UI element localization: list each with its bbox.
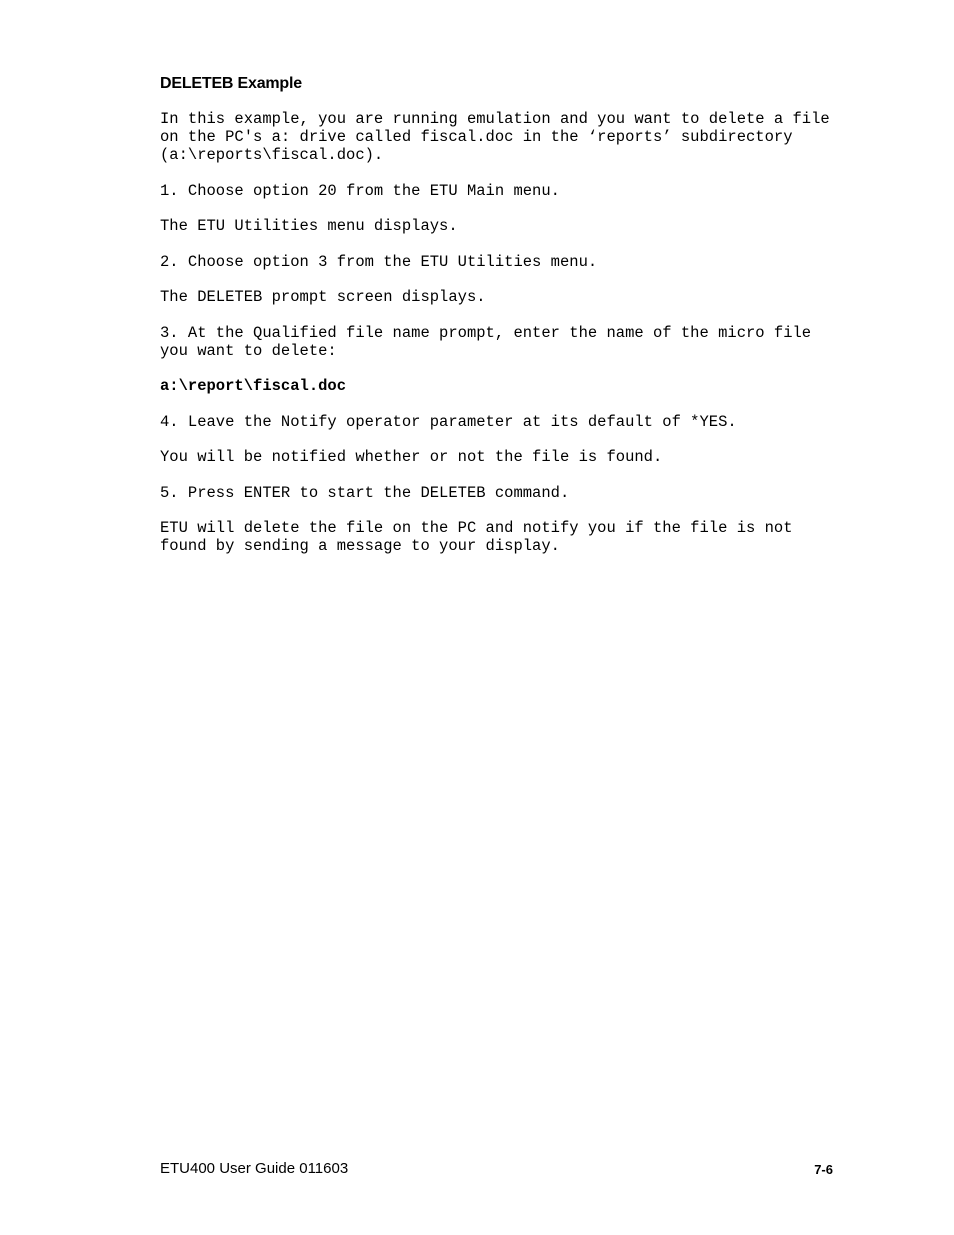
result-1: The ETU Utilities menu displays. (160, 217, 458, 235)
file-name-example: a:\report\fiscal.doc (160, 377, 347, 395)
closing-line-1: ETU will delete the file on the PC and notify you if the file is not (160, 519, 793, 537)
section-heading: DELETEB Example (160, 75, 302, 92)
result-2: The DELETEB prompt screen displays. (160, 288, 486, 306)
intro-line-2: on the PC's a: drive called fiscal.doc in the ‘reports’ subdirectory (160, 128, 793, 146)
intro-line-1: In this example, you are running emulation and you want to delete a file (160, 110, 830, 128)
closing-line-2: found by sending a message to your display. (160, 537, 560, 555)
step-3-line-1: 3. At the Qualified file name prompt, enter the name of the micro file (160, 323, 812, 342)
step-5: 5. Press ENTER to start the DELETEB command. (160, 483, 570, 502)
step-3 (160, 324, 850, 360)
step-4: 4. Leave the Notify operator parameter at its default of *YES. (160, 412, 737, 431)
step-2: 2. Choose option 3 from the ETU Utilities menu. (160, 252, 598, 271)
footer-page-number: 7-6 (814, 1162, 833, 1177)
intro-line-3: (a:\reports\fiscal.doc). (160, 146, 384, 164)
closing-paragraph (160, 519, 850, 555)
footer-document-title: ETU400 User Guide 011603 (160, 1160, 349, 1177)
intro-paragraph (160, 110, 850, 164)
step-3-line-2: you want to delete: (160, 341, 337, 360)
body-text (160, 110, 850, 573)
result-4: You will be notified whether or not the file is found. (160, 448, 663, 466)
step-1: 1. Choose option 20 from the ETU Main menu. (160, 181, 560, 200)
